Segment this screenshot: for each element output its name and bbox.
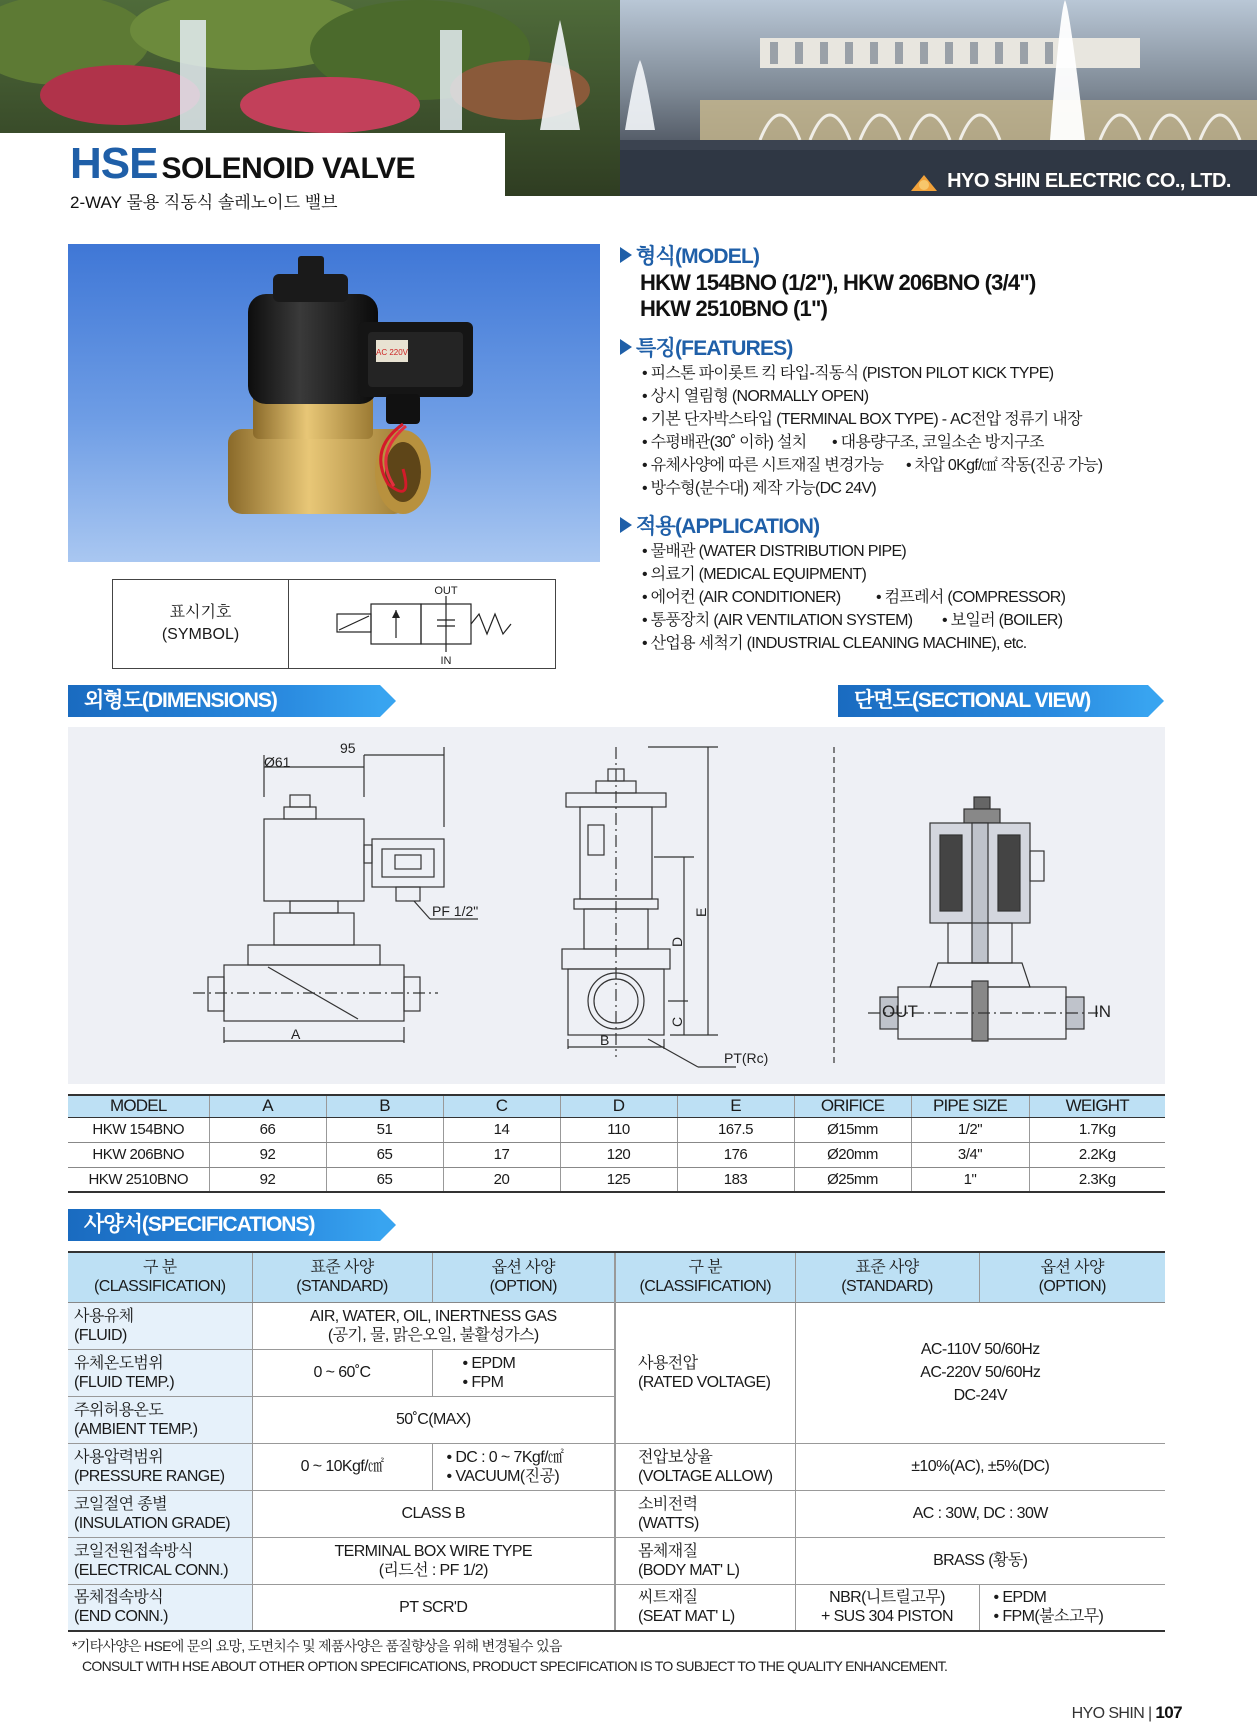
product-photo (68, 244, 600, 562)
page-footer: HYO SHIN | 107 (1071, 1703, 1182, 1722)
solenoid-valve-illustration (68, 244, 600, 562)
triangle-icon (620, 247, 632, 263)
symbol-box (112, 579, 556, 669)
dim-a-label: A (291, 1026, 301, 1042)
feature-item: • 기본 단자박스타입 (TERMINAL BOX TYPE) - AC전압 정류기 내장 (642, 411, 1082, 428)
feature-item: • 상시 열림형 (NORMALLY OPEN) (642, 388, 869, 405)
dim-d61-label: Ø61 (264, 754, 291, 770)
table-row: 유체온도범위 (FLUID TEMP.) 0 ~ 60˚C • EPDM • FPM (68, 1349, 1165, 1396)
dim-pt-label: PT(Rc) (724, 1050, 769, 1066)
model-heading: 형식(MODEL) (620, 240, 1240, 270)
table-header-row: MODEL A B C D E ORIFICE PIPE SIZE WEIGHT (68, 1095, 1165, 1117)
table-row: 주위허용온도 (AMBIENT TEMP.) 50˚C(MAX) (68, 1396, 1165, 1443)
table-row: HKW 2510BNO 92 65 20 125 183 Ø25mm 1" 2.3Kg (68, 1167, 1165, 1192)
tab-sectional-view: 단면도(SECTIONAL VIEW) (838, 685, 1148, 717)
symbol-label: 표시기호 (SYMBOL) (113, 580, 289, 668)
company-name: HYO SHIN ELECTRIC CO., LTD. (909, 170, 1231, 193)
application-item: • 물배관 (WATER DISTRIBUTION PIPE) (642, 543, 907, 560)
application-item: • 산업용 세척기 (INDUSTRIAL CLEANING MACHINE), etc. (642, 635, 1027, 652)
tab-dimensions: 외형도(DIMENSIONS) (68, 685, 380, 717)
product-info (620, 240, 1240, 655)
page-number: 107 (1155, 1703, 1182, 1722)
application-item: • 에어컨 (AIR CONDITIONER) • 컴프레서 (COMPRESSOR) (642, 589, 1066, 606)
symbol-in-label: IN (440, 655, 452, 667)
section-in-label: IN (1094, 1002, 1111, 1021)
dim-d-label: D (669, 936, 685, 947)
feature-item: • 수평배관(30˚ 이하) 설치 • 대용량구조, 코일소손 방지구조 (642, 434, 1044, 451)
dim-b-label: B (600, 1032, 610, 1048)
table-row: HKW 206BNO 92 65 17 120 176 Ø20mm 3/4" 2.2Kg (68, 1142, 1165, 1167)
application-item: • 통풍장치 (AIR VENTILATION SYSTEM) • 보일러 (BOILER) (642, 612, 1063, 629)
triangle-icon (620, 517, 632, 533)
table-row: 사용유체 (FLUID) AIR, WATER, OIL, INERTNESS GAS (공기, 물, 맑은오일, 불활성가스) 사용전압 (RATED VOLTAGE) AC-110V 50/60Hz AC-220V 50/60Hz DC-24V (68, 1302, 1165, 1349)
features-heading: 특징(FEATURES) (620, 332, 1240, 362)
product-title: SOLENOID VALVE (161, 152, 416, 185)
specification-table (68, 1251, 1165, 1632)
table-row: 코일절연 종별 (INSULATION GRADE) CLASS B 소비전력 (WATTS) AC : 30W, DC : 30W (68, 1490, 1165, 1537)
footer-brand: HYO SHIN (1071, 1705, 1145, 1722)
brand-name: HSE (70, 139, 158, 188)
table-row: 코일전원접속방식 (ELECTRICAL CONN.) TERMINAL BOX WIRE TYPE (리드선 : PF 1/2) 몸체재질 (BODY MAT' L) BRASS (황동) (68, 1537, 1165, 1584)
dimension-drawing (68, 727, 1165, 1084)
table-row: 사용압력범위 (PRESSURE RANGE) 0 ~ 10Kgf/㎠ • DC : 0 ~ 7Kgf/㎠ • VACUUM(진공) 전압보상율 (VOLTAGE ALLOW) ±10%(AC), ±5%(DC) (68, 1443, 1165, 1490)
spec-header-row: 구 분 (CLASSIFICATION) 표준 사양 (STANDARD) 옵션 사양 (OPTION) 구 분 (CLASSIFICATION) 표준 사양 (STANDARD) 옵션 사양 (OPTION) (68, 1252, 1165, 1302)
coil-voltage-label: AC 220V (375, 348, 409, 357)
section-out-label: OUT (882, 1002, 918, 1021)
application-heading: 적용(APPLICATION) (620, 510, 1240, 540)
feature-item: • 피스톤 파이롯트 킥 타입-직동식 (PISTON PILOT KICK TYPE) (642, 365, 1054, 382)
table-row: HKW 154BNO 66 51 14 110 167.5 Ø15mm 1/2" 1.7Kg (68, 1117, 1165, 1142)
valve-symbol-drawing (289, 580, 555, 668)
feature-item: • 유체사양에 따른 시트재질 변경가능 • 차압 0Kgf/㎠ 작동(진공 가능) (642, 457, 1103, 474)
model-line-1: HKW 154BNO (1/2"), HKW 206BNO (3/4") (640, 270, 1036, 295)
symbol-out-label: OUT (434, 585, 458, 597)
triangle-icon (620, 339, 632, 355)
dim-pf-label: PF 1/2" (432, 903, 479, 919)
tab-specifications: 사양서(SPECIFICATIONS) (68, 1209, 380, 1241)
application-item: • 의료기 (MEDICAL EQUIPMENT) (642, 566, 867, 583)
dim-e-label: E (693, 907, 709, 917)
table-row: 몸체접속방식 (END CONN.) PT SCR'D 씨트재질 (SEAT MAT' L) NBR(니트릴고무) + SUS 304 PISTON • EPDM • FPM(불소고무) (68, 1584, 1165, 1631)
dim-95-label: 95 (340, 740, 356, 756)
page-title (70, 139, 415, 189)
dimension-table (68, 1094, 1165, 1193)
dim-c-label: C (669, 1016, 685, 1027)
page-subtitle: 2-WAY 물용 직동식 솔레노이드 밸브 (70, 193, 338, 212)
model-line-2: HKW 2510BNO (1") (640, 296, 828, 321)
company-logo-icon (909, 171, 939, 193)
footnote: *기타사양은 HSE에 문의 요망, 도면치수 및 제품사양은 품질향상을 위해 변경될수 있음 CONSULT WITH HSE ABOUT OTHER OPTION SPECIFICATIONS, PRODUCT SPECIFICATION IS TO SUBJECT TO THE QUALITY ENHANCEMENT. (72, 1638, 948, 1674)
feature-item: • 방수형(분수대) 제작 가능(DC 24V) (642, 480, 877, 497)
